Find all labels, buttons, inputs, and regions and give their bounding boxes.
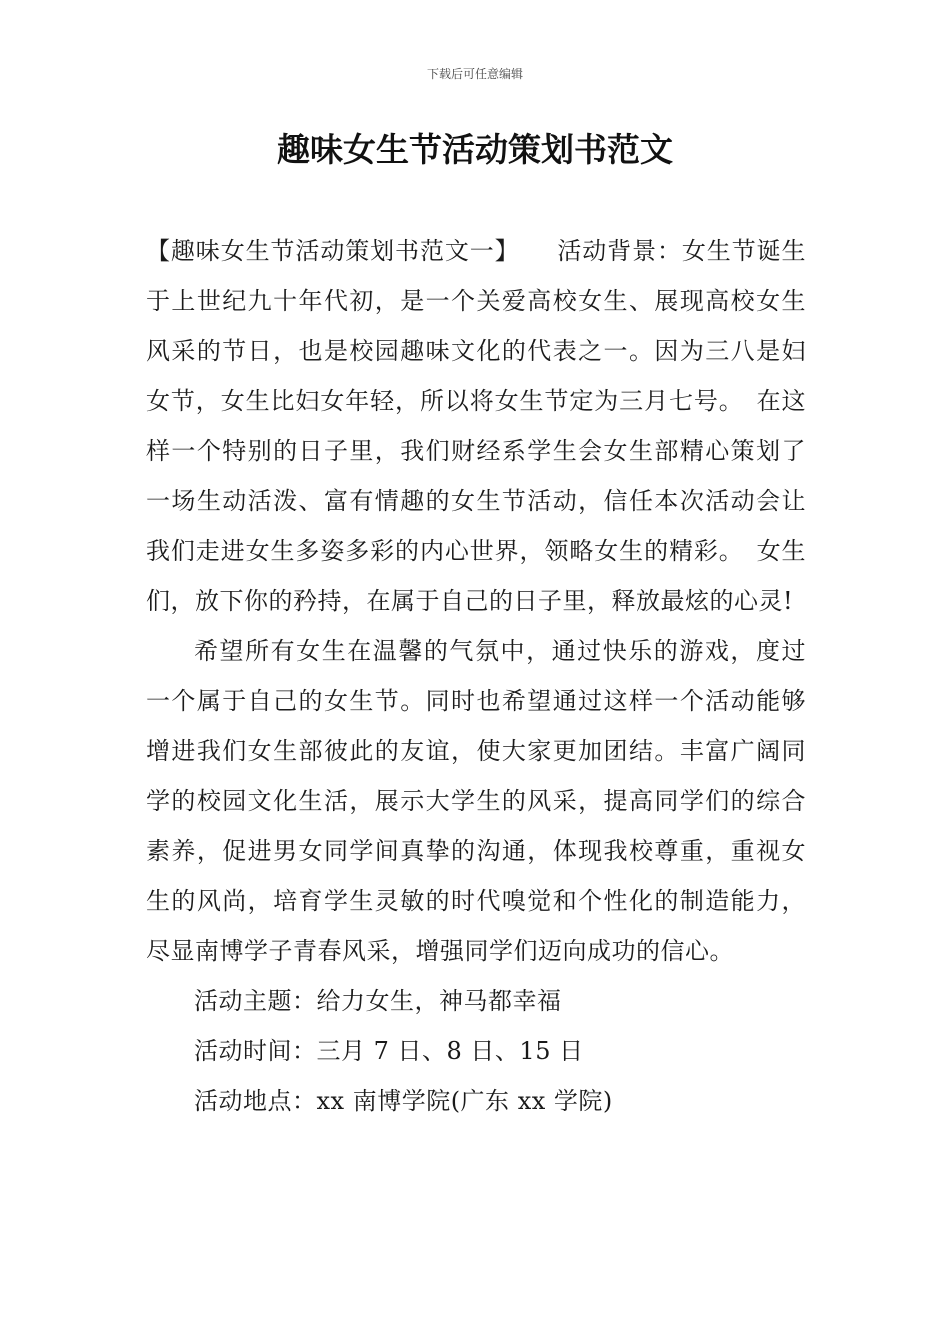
activity-time: 活动时间：三月 7 日、8 日、15 日 — [194, 1037, 584, 1065]
activity-theme: 活动主题：给力女生，神马都幸福 — [194, 987, 562, 1015]
page-header-note: 下载后可任意编辑 — [426, 67, 523, 81]
paragraph-background: 【趣味女生节活动策划书范文一】 活动背景：女生节诞生于上世纪九十年代初，是一个关爱高校女生、展现高校女生风采的节日，也是校园趣味文化的代表之一。因为三八是妇女节，女生比妇女年轻，所以将女生节定为三月七号。 在这样一个特别的日子里，我们财经系学生会女生部精心策划了一场生动活泼、富有情趣的女生节活动，信任本次活动会让我们走进女生多姿多彩的内心世界，领略女生的精彩。 女生们，放下你的矜持，在属于自己的日子里，释放最炫的心灵! — [146, 237, 806, 615]
activity-location: 活动地点：xx 南博学院(广东 xx 学院) — [194, 1087, 613, 1115]
document-title: 趣味女生节活动策划书范文 — [277, 130, 673, 169]
paragraph-purpose: 希望所有女生在温馨的气氛中，通过快乐的游戏，度过一个属于自己的女生节。同时也希望通过这样一个活动能够增进我们女生部彼此的友谊，使大家更加团结。丰富广阔同学的校园文化生活，展示大学生的风采，提高同学们的综合素养，促进男女同学间真挚的沟通，体现我校尊重，重视女生的风尚，培育学生灵敏的时代嗅觉和个性化的制造能力，尽显南博学子青春风采，增强同学们迈向成功的信心。 — [146, 637, 806, 965]
document-body — [146, 226, 806, 1126]
